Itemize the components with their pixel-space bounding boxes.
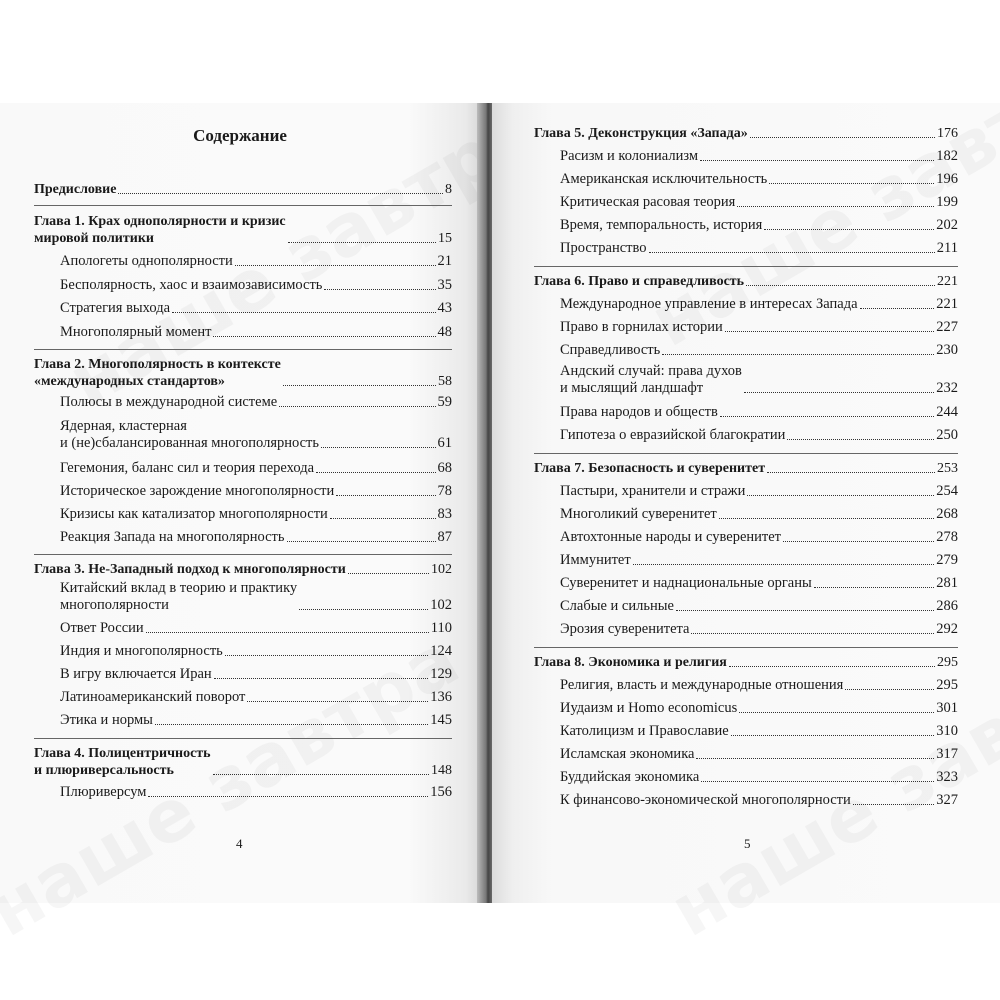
toc-entry: Этика и нормы 145 — [60, 712, 452, 728]
toc-entry: Эрозия суверенитета 292 — [560, 621, 958, 637]
toc-entry: Пастыри, хранители и стражи 254 — [560, 483, 958, 499]
separator — [534, 453, 958, 454]
toc-entry: Критическая расовая теория 199 — [560, 194, 958, 210]
separator — [534, 266, 958, 267]
toc-entry: Реакция Запада на многополярность 87 — [60, 529, 452, 545]
page-number-right: 5 — [744, 836, 751, 851]
toc-entry: Права народов и обществ 244 — [560, 404, 958, 420]
toc-entry: Гипотеза о евразийской благократии 250 — [560, 427, 958, 443]
toc-entry: Католицизм и Православие 310 — [560, 723, 958, 739]
toc-entry: Историческое зарождение многополярности 78 — [60, 483, 452, 499]
toc-entry: Иудаизм и Homo economicus 301 — [560, 700, 958, 716]
toc-entry: Андский случай: права духов и мыслящий ландшафт 232 — [560, 363, 958, 396]
toc-entry: Латиноамериканский поворот 136 — [60, 689, 452, 705]
page-number-left: 4 — [236, 836, 243, 851]
toc-entry: Исламская экономика 317 — [560, 746, 958, 762]
toc-entry: Буддийская экономика 323 — [560, 769, 958, 785]
toc-entry: Слабые и сильные 286 — [560, 598, 958, 614]
toc-entry: Индия и многополярность 124 — [60, 643, 452, 659]
toc-entry: Многоликий суверенитет 268 — [560, 506, 958, 522]
toc-entry: Бесполярность, хаос и взаимозависимость 35 — [60, 277, 452, 293]
toc-entry-chapter-2: Глава 2. Многополярность в контексте «международных стандартов» 58 — [34, 357, 452, 389]
toc-entry: Автохтонные народы и суверенитет 278 — [560, 529, 958, 545]
toc-entry: Право в горнилах истории 227 — [560, 319, 958, 335]
separator — [34, 205, 452, 206]
toc-entry: Гегемония, баланс сил и теория перехода 68 — [60, 460, 452, 476]
left-page — [0, 103, 480, 903]
open-book — [0, 103, 1000, 903]
toc-entry: Суверенитет и наднациональные органы 281 — [560, 575, 958, 591]
toc-entry: Плюриверсум 156 — [60, 784, 452, 800]
toc-entry: Пространство 211 — [560, 240, 958, 256]
toc-entry: Расизм и колониализм 182 — [560, 148, 958, 164]
toc-entry: Справедливость 230 — [560, 342, 958, 358]
toc-entry: Китайский вклад в теорию и практику многополярности 102 — [60, 580, 452, 613]
toc-entry: Полюсы в международной системе 59 — [60, 394, 452, 410]
toc-entry-chapter-7: Глава 7. Безопасность и суверенитет 253 — [534, 461, 958, 476]
separator — [34, 554, 452, 555]
toc-entry-preface: Предисловие 8 — [34, 182, 452, 197]
separator — [34, 738, 452, 739]
toc-entry: Религия, власть и международные отношения 295 — [560, 677, 958, 693]
toc-entry: В игру включается Иран 129 — [60, 666, 452, 682]
toc-entry-chapter-5: Глава 5. Деконструкция «Запада» 176 — [534, 126, 958, 141]
toc-title: Содержание — [193, 126, 287, 145]
toc-entry-chapter-8: Глава 8. Экономика и религия 295 — [534, 655, 958, 670]
toc-entry: Иммунитет 279 — [560, 552, 958, 568]
toc-entry: Ядерная, кластерная и (не)сбалансированная многополярность 61 — [60, 418, 452, 451]
toc-entry: К финансово-экономической многополярности 327 — [560, 792, 958, 808]
toc-entry: Апологеты однополярности 21 — [60, 253, 452, 269]
toc-entry-chapter-4: Глава 4. Полицентричность и плюриверсальность 148 — [34, 746, 452, 778]
toc-entry: Международное управление в интересах Запада 221 — [560, 296, 958, 312]
toc-entry: Кризисы как катализатор многополярности 83 — [60, 506, 452, 522]
separator — [534, 647, 958, 648]
toc-entry: Многополярный момент 48 — [60, 324, 452, 340]
toc-entry: Американская исключительность 196 — [560, 171, 958, 187]
toc-entry: Ответ России 110 — [60, 620, 452, 636]
toc-entry: Стратегия выхода 43 — [60, 300, 452, 316]
toc-entry-chapter-6: Глава 6. Право и справедливость 221 — [534, 274, 958, 289]
toc-entry-chapter-1: Глава 1. Крах однополярности и кризис мировой политики 15 — [34, 214, 452, 246]
toc-entry: Время, темпоральность, история 202 — [560, 217, 958, 233]
separator — [34, 349, 452, 350]
toc-entry-chapter-3: Глава 3. Не-Западный подход к многополярности 102 — [34, 562, 452, 577]
